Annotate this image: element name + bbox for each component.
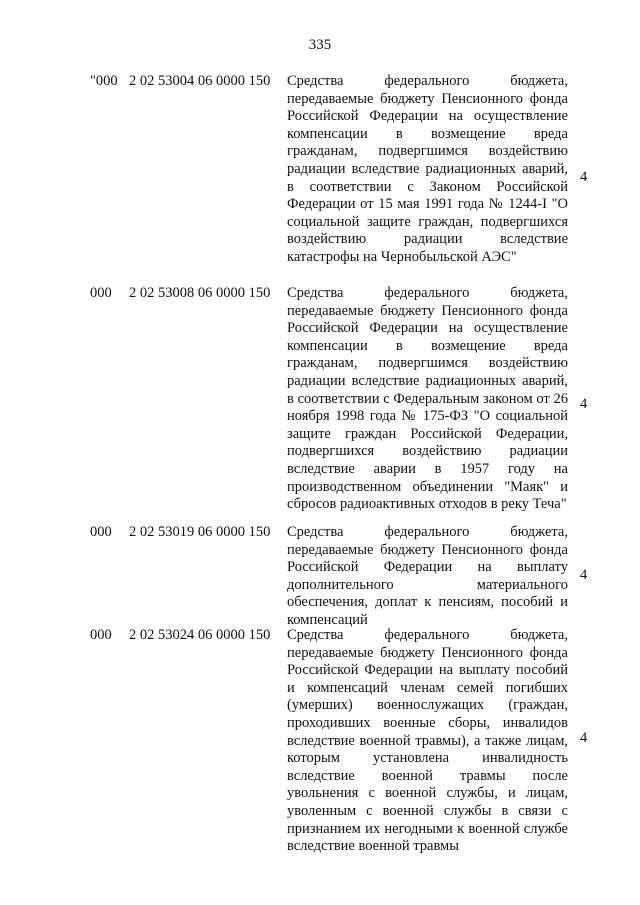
row-value: 4 — [580, 396, 588, 412]
row-description: Средства федерального бюджета, передаваемые бюджету Пенсионного фонда Российской Федерации на осуществление компенсации в возмещение вреда гражданам, подвергшимся воздействию радиации вследствие радиационных аварий, в соответствии с Федеральным законом от 26 ноября 1998 года № 175-ФЗ "О социальной защите граждан Российской Федерации, подвергшихся воздействию радиации вследствие аварии в 1957 году на производственном объединении "Маяк" и сбросов радиоактивных отходов в реку Теча" — [287, 285, 568, 513]
code-prefix: 000 — [90, 627, 112, 643]
code-prefix: 000 — [90, 285, 112, 301]
row-value: 4 — [580, 730, 588, 746]
table-row — [0, 627, 640, 857]
budget-classification-code: 2 02 53004 06 0000 150 — [129, 73, 271, 89]
budget-classification-code: 2 02 53019 06 0000 150 — [129, 524, 271, 540]
page-number: 335 — [308, 37, 332, 53]
row-description: Средства федерального бюджета, передаваемые бюджету Пенсионного фонда Российской Федерации на выплату пособий и компенсаций членам семей погибших (умерших) военнослужащих (граждан, проходивших военные сборы, инвалидов вследствие военной травмы), а также лицам, которым установлена инвалидность вследствие военной травмы после увольнения с военной службы, и лицам, уволенным с военной службы в связи с признанием их негодными к военной службе вследствие военной травмы — [287, 627, 568, 855]
table-row — [0, 285, 640, 531]
budget-classification-code: 2 02 53008 06 0000 150 — [129, 285, 271, 301]
budget-classification-code: 2 02 53024 06 0000 150 — [129, 627, 271, 643]
table-row — [0, 524, 640, 629]
row-description: Средства федерального бюджета, передаваемые бюджету Пенсионного фонда Российской Федерации на выплату дополнительного материального обеспечения, доплат к пенсиям, пособий и компенсаций — [287, 524, 568, 628]
code-prefix: "000 — [90, 73, 118, 89]
code-prefix: 000 — [90, 524, 112, 540]
table-row — [0, 73, 640, 285]
row-description: Средства федерального бюджета, передаваемые бюджету Пенсионного фонда Российской Федерации на осуществление компенсации в возмещение вреда гражданам, подвергшимся воздействию радиации вследствие радиационных аварий, в соответствии с Законом Российской Федерации от 15 мая 1991 года № 1244-I "О социальной защите граждан, подвергшихся воздействию радиации вследствие катастрофы на Чернобыльской АЭС" — [287, 73, 568, 265]
row-value: 4 — [580, 567, 588, 583]
row-value: 4 — [580, 169, 588, 185]
